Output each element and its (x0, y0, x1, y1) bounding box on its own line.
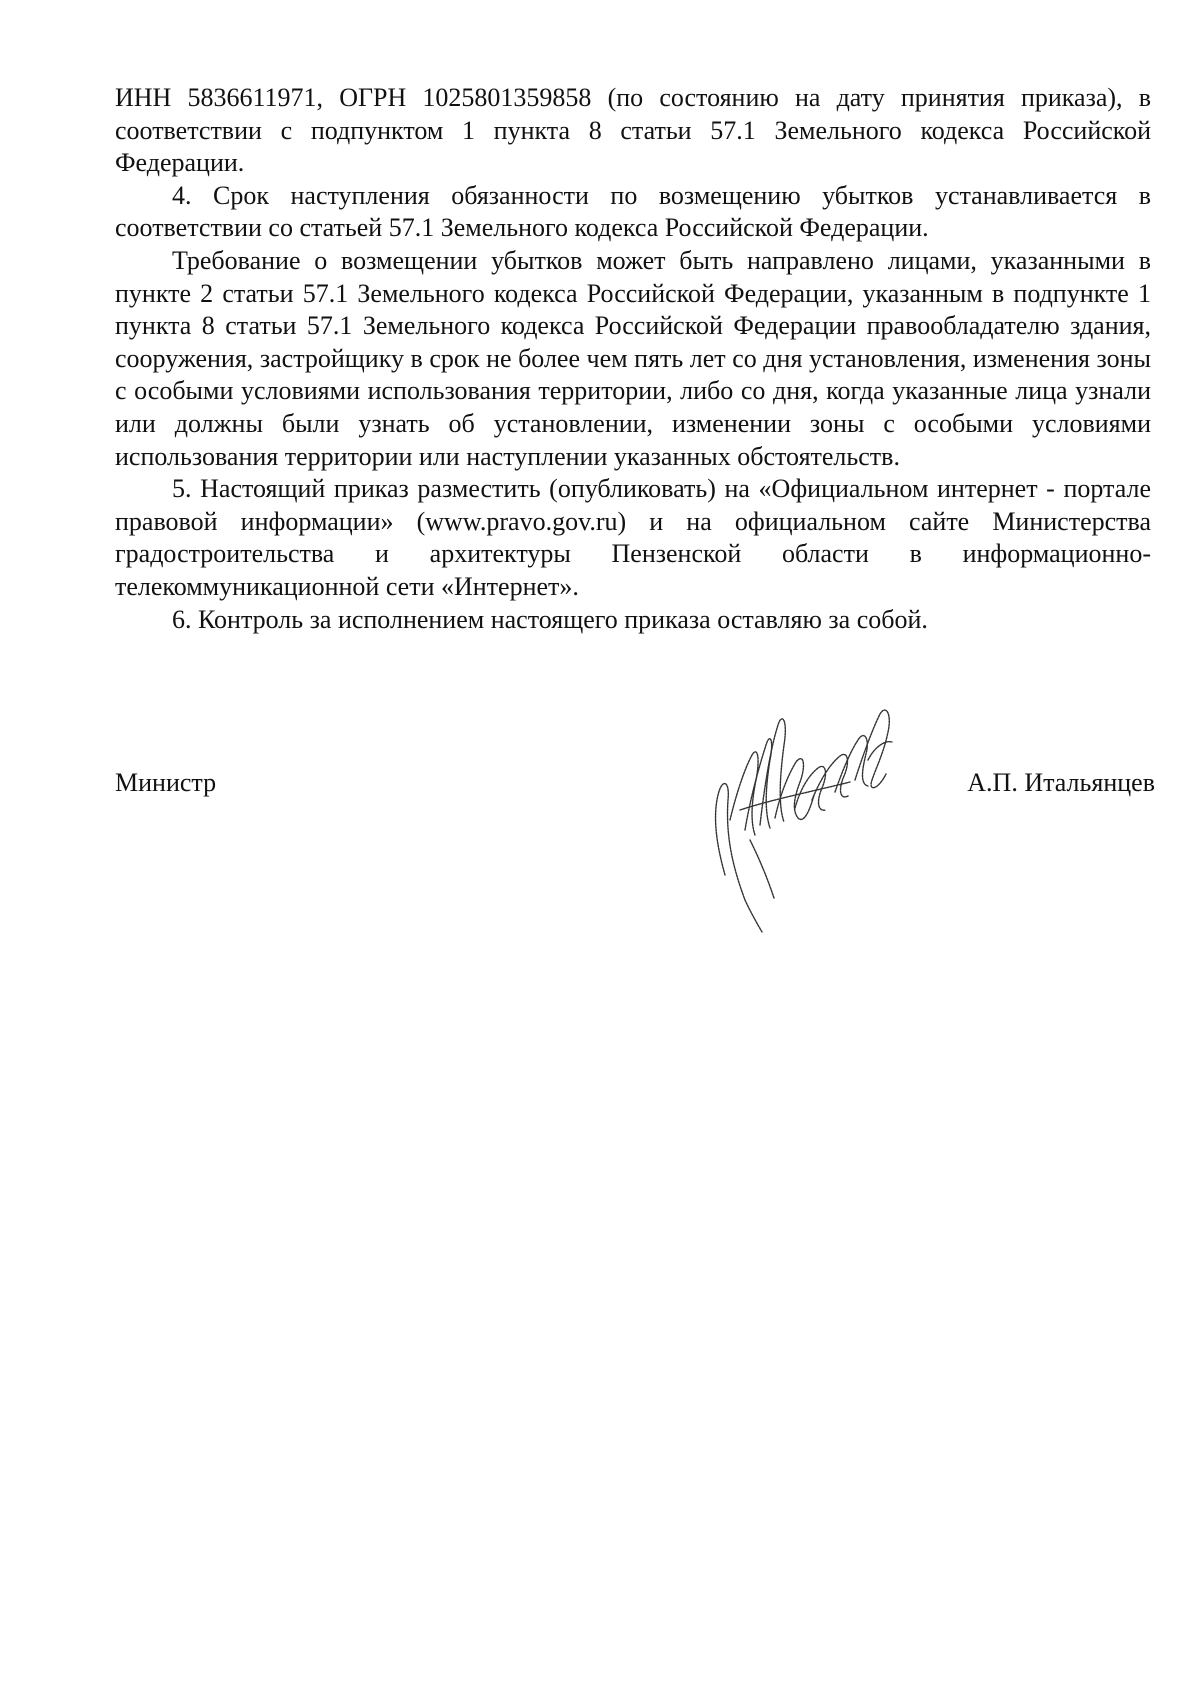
paragraph-item-6: 6. Контроль за исполнением настоящего приказа оставляю за собой. (172, 604, 928, 634)
signature-block (115, 767, 1155, 807)
handwritten-signature (700, 700, 900, 940)
document-body (115, 82, 1151, 636)
position-title: Министр (115, 768, 217, 797)
paragraph-item-4: 4. Срок наступления обязанности по возмещению убытков устанавливается в соответствии со статьей 57.1 Земельного кодекса Российской Федерации. (115, 180, 1151, 243)
paragraph-requirement: Требование о возмещении убытков может быть направлено лицами, указанными в пункте 2 статьи 57.1 Земельного кодекса Российской Федерации, указанным в подпункте 1 пункта 8 статьи 57.1 Земельного кодекса Российской Федерации правообладателю здания, сооружения, застройщику в срок не более чем пять лет со дня установления, изменения зоны с особыми условиями использования территории, либо со дня, когда указанные лица узнали или должны были узнать об установлении, изменении зоны с особыми условиями использования территории или наступлении указанных обстоятельств. (115, 245, 1151, 471)
paragraph-item-5: 5. Настоящий приказ разместить (опубликовать) на «Официальном интернет - портале правовой информации» (www.pravo.gov.ru) и на официальном сайте Министерства градостроительства и архитектуры Пензенской области в информационно-телекоммуникационной сети «Интернет». (115, 474, 1151, 601)
signatory-name: А.П. Итальянцев (967, 768, 1155, 797)
paragraph-continuation: ИНН 5836611971, ОГРН 1025801359858 (по состоянию на дату принятия приказа), в соответствии с подпунктом 1 пункта 8 статьи 57.1 Земельного кодекса Российской Федерации. (115, 83, 1151, 178)
